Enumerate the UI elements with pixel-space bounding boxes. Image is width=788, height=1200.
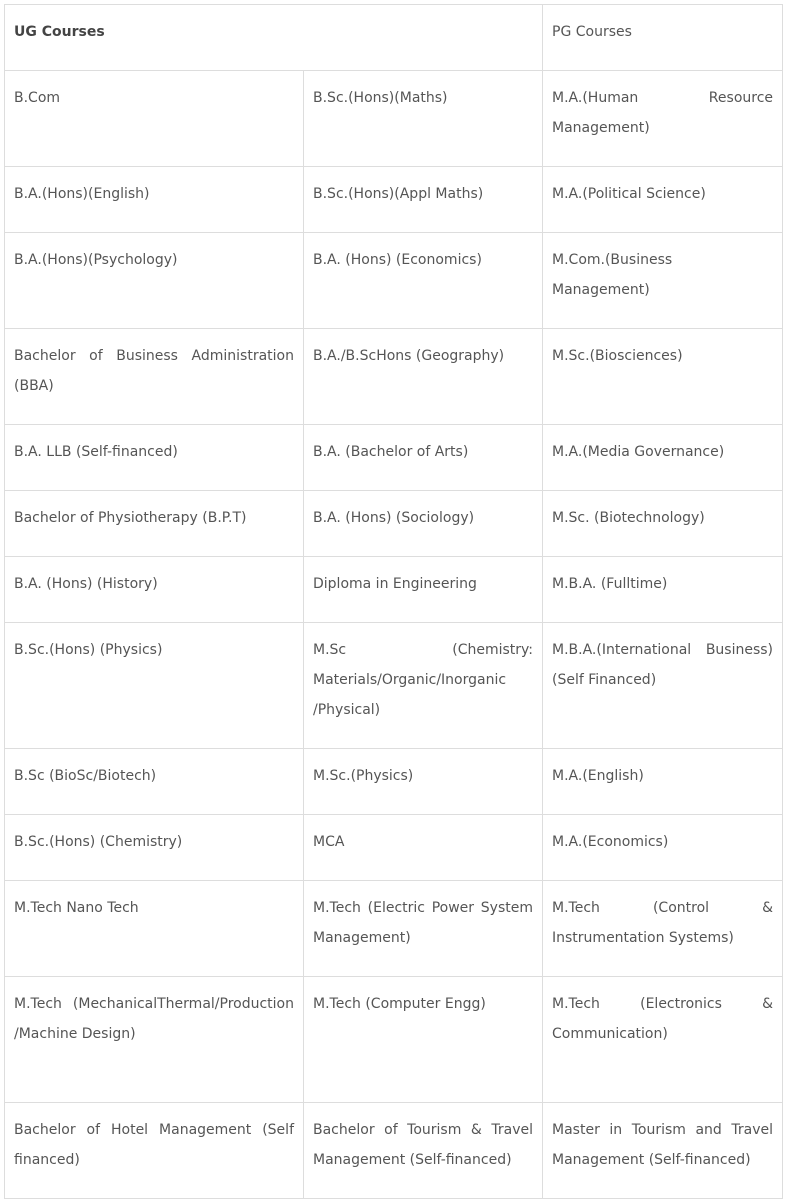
table-cell: B.Sc.(Hons)(Maths)	[304, 71, 543, 167]
table-cell: M.A.(Economics)	[543, 815, 783, 881]
table-row	[5, 977, 783, 1103]
table-cell: M.Sc.(Biosciences)	[543, 329, 783, 425]
table-cell: B.Sc.(Hons) (Physics)	[5, 623, 304, 749]
table-row	[5, 1103, 783, 1199]
table-row	[5, 749, 783, 815]
table-cell: B.A.(Hons)(Psychology)	[5, 233, 304, 329]
table-row	[5, 71, 783, 167]
table-cell: M.Tech (Electric Power System Management)	[304, 881, 543, 977]
table-row	[5, 881, 783, 977]
table-cell: B.A.(Hons)(English)	[5, 167, 304, 233]
table-cell: Diploma in Engineering	[304, 557, 543, 623]
table-cell: M.A.(Political Science)	[543, 167, 783, 233]
table-row	[5, 329, 783, 425]
table-row	[5, 557, 783, 623]
table-cell: B.Sc.(Hons)(Appl Maths)	[304, 167, 543, 233]
table-cell: Bachelor of Business Administration (BBA)	[5, 329, 304, 425]
table-row	[5, 491, 783, 557]
table-cell: B.Com	[5, 71, 304, 167]
table-cell: MCA	[304, 815, 543, 881]
table-cell: M.A.(Human Resource Management)	[543, 71, 783, 167]
courses-table	[4, 4, 783, 1199]
table-cell: Bachelor of Physiotherapy (B.P.T)	[5, 491, 304, 557]
table-cell: M.Tech Nano Tech	[5, 881, 304, 977]
table-cell: Master in Tourism and Travel Management (Self-financed)	[543, 1103, 783, 1199]
table-header-row	[5, 5, 783, 71]
table-cell: B.Sc (BioSc/Biotech)	[5, 749, 304, 815]
table-row	[5, 425, 783, 491]
table-cell: M.Tech (Electronics & Communication)	[543, 977, 783, 1103]
table-cell: M.Sc (Chemistry: Materials/Organic/Inorganic /Physical)	[304, 623, 543, 749]
table-cell: M.Tech (Control & Instrumentation Systems)	[543, 881, 783, 977]
table-cell: B.A./B.ScHons (Geography)	[304, 329, 543, 425]
table-cell: M.Com.(Business Management)	[543, 233, 783, 329]
table-cell: M.Sc. (Biotechnology)	[543, 491, 783, 557]
table-row	[5, 233, 783, 329]
ug-courses-header: UG Courses	[5, 5, 543, 71]
table-cell: B.A. (Bachelor of Arts)	[304, 425, 543, 491]
table-row	[5, 623, 783, 749]
table-cell: M.Sc.(Physics)	[304, 749, 543, 815]
table-cell: M.A.(English)	[543, 749, 783, 815]
table-cell: B.Sc.(Hons) (Chemistry)	[5, 815, 304, 881]
table-cell: M.A.(Media Governance)	[543, 425, 783, 491]
table-cell: M.Tech (MechanicalThermal/Production /Machine Design)	[5, 977, 304, 1103]
table-cell: B.A. LLB (Self-financed)	[5, 425, 304, 491]
table-cell: M.B.A.(International Business) (Self Financed)	[543, 623, 783, 749]
table-cell: B.A. (Hons) (Sociology)	[304, 491, 543, 557]
table-cell: M.B.A. (Fulltime)	[543, 557, 783, 623]
table-cell: B.A. (Hons) (History)	[5, 557, 304, 623]
table-row	[5, 815, 783, 881]
table-cell: Bachelor of Hotel Management (Self financed)	[5, 1103, 304, 1199]
table-row	[5, 167, 783, 233]
table-cell: M.Tech (Computer Engg)	[304, 977, 543, 1103]
table-cell: Bachelor of Tourism & Travel Management (Self-financed)	[304, 1103, 543, 1199]
pg-courses-header: PG Courses	[543, 5, 783, 71]
table-cell: B.A. (Hons) (Economics)	[304, 233, 543, 329]
